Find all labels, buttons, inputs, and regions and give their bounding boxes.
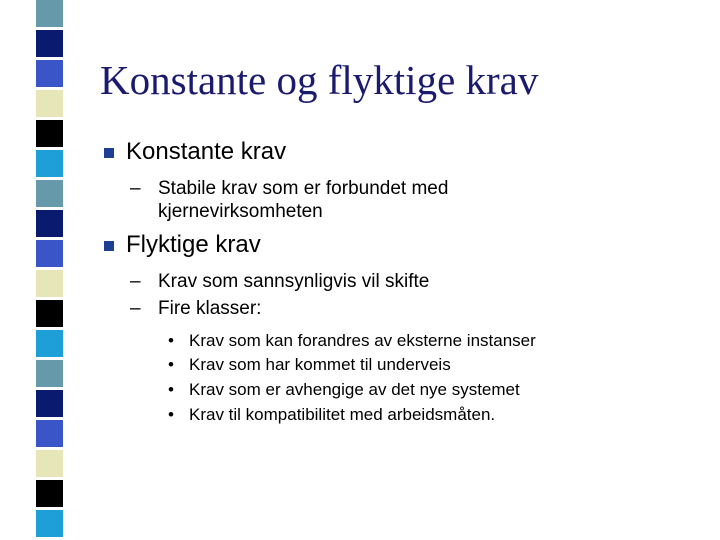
stripe-block	[36, 30, 63, 57]
stripe-block	[36, 150, 63, 177]
sub-bullet-text: Krav som sannsynligvis vil skifte	[158, 271, 430, 292]
sub-sub-bullet-text: Krav som har kommet til underveis	[189, 355, 451, 374]
stripe-block	[36, 90, 63, 117]
stripe-block	[36, 60, 63, 87]
sub-bullet-text: Fire klasser:	[158, 298, 262, 319]
dash-bullet-icon: –	[130, 178, 141, 199]
stripe-block	[36, 360, 63, 387]
stripe-block	[36, 270, 63, 297]
dash-bullet-icon: –	[130, 298, 141, 319]
stripe-block	[36, 330, 63, 357]
stripe-block	[36, 420, 63, 447]
decorative-stripe	[0, 0, 68, 540]
square-bullet-icon	[104, 148, 114, 158]
dot-bullet-icon: •	[168, 405, 174, 424]
stripe-block	[36, 210, 63, 237]
stripe-block	[36, 300, 63, 327]
slide-title: Konstante og flyktige krav	[100, 57, 539, 103]
dot-bullet-icon: •	[168, 331, 174, 350]
dot-bullet-icon: •	[168, 380, 174, 399]
stripe-block	[36, 240, 63, 267]
dot-bullet-icon: •	[168, 355, 174, 374]
square-bullet-icon	[104, 241, 114, 251]
stripe-block	[36, 450, 63, 477]
dash-bullet-icon: –	[130, 271, 141, 292]
sub-sub-bullet-text: Krav som kan forandres av eksterne instanser	[189, 331, 536, 350]
sub-bullet-text: Stabile krav som er forbundet med kjernevirksomheten	[158, 178, 449, 222]
sub-sub-bullet-text: Krav til kompatibilitet med arbeidsmåten.	[189, 405, 496, 424]
stripe-block	[36, 180, 63, 207]
sub-sub-bullet-text: Krav som er avhengige av det nye systemet	[189, 380, 520, 399]
bullet-text: Konstante krav	[126, 138, 287, 165]
stripe-block	[36, 390, 63, 417]
stripe-block	[36, 510, 63, 537]
bullet-text: Flyktige krav	[126, 231, 261, 258]
stripe-block	[36, 120, 63, 147]
stripe-block	[36, 0, 63, 27]
stripe-block	[36, 480, 63, 507]
